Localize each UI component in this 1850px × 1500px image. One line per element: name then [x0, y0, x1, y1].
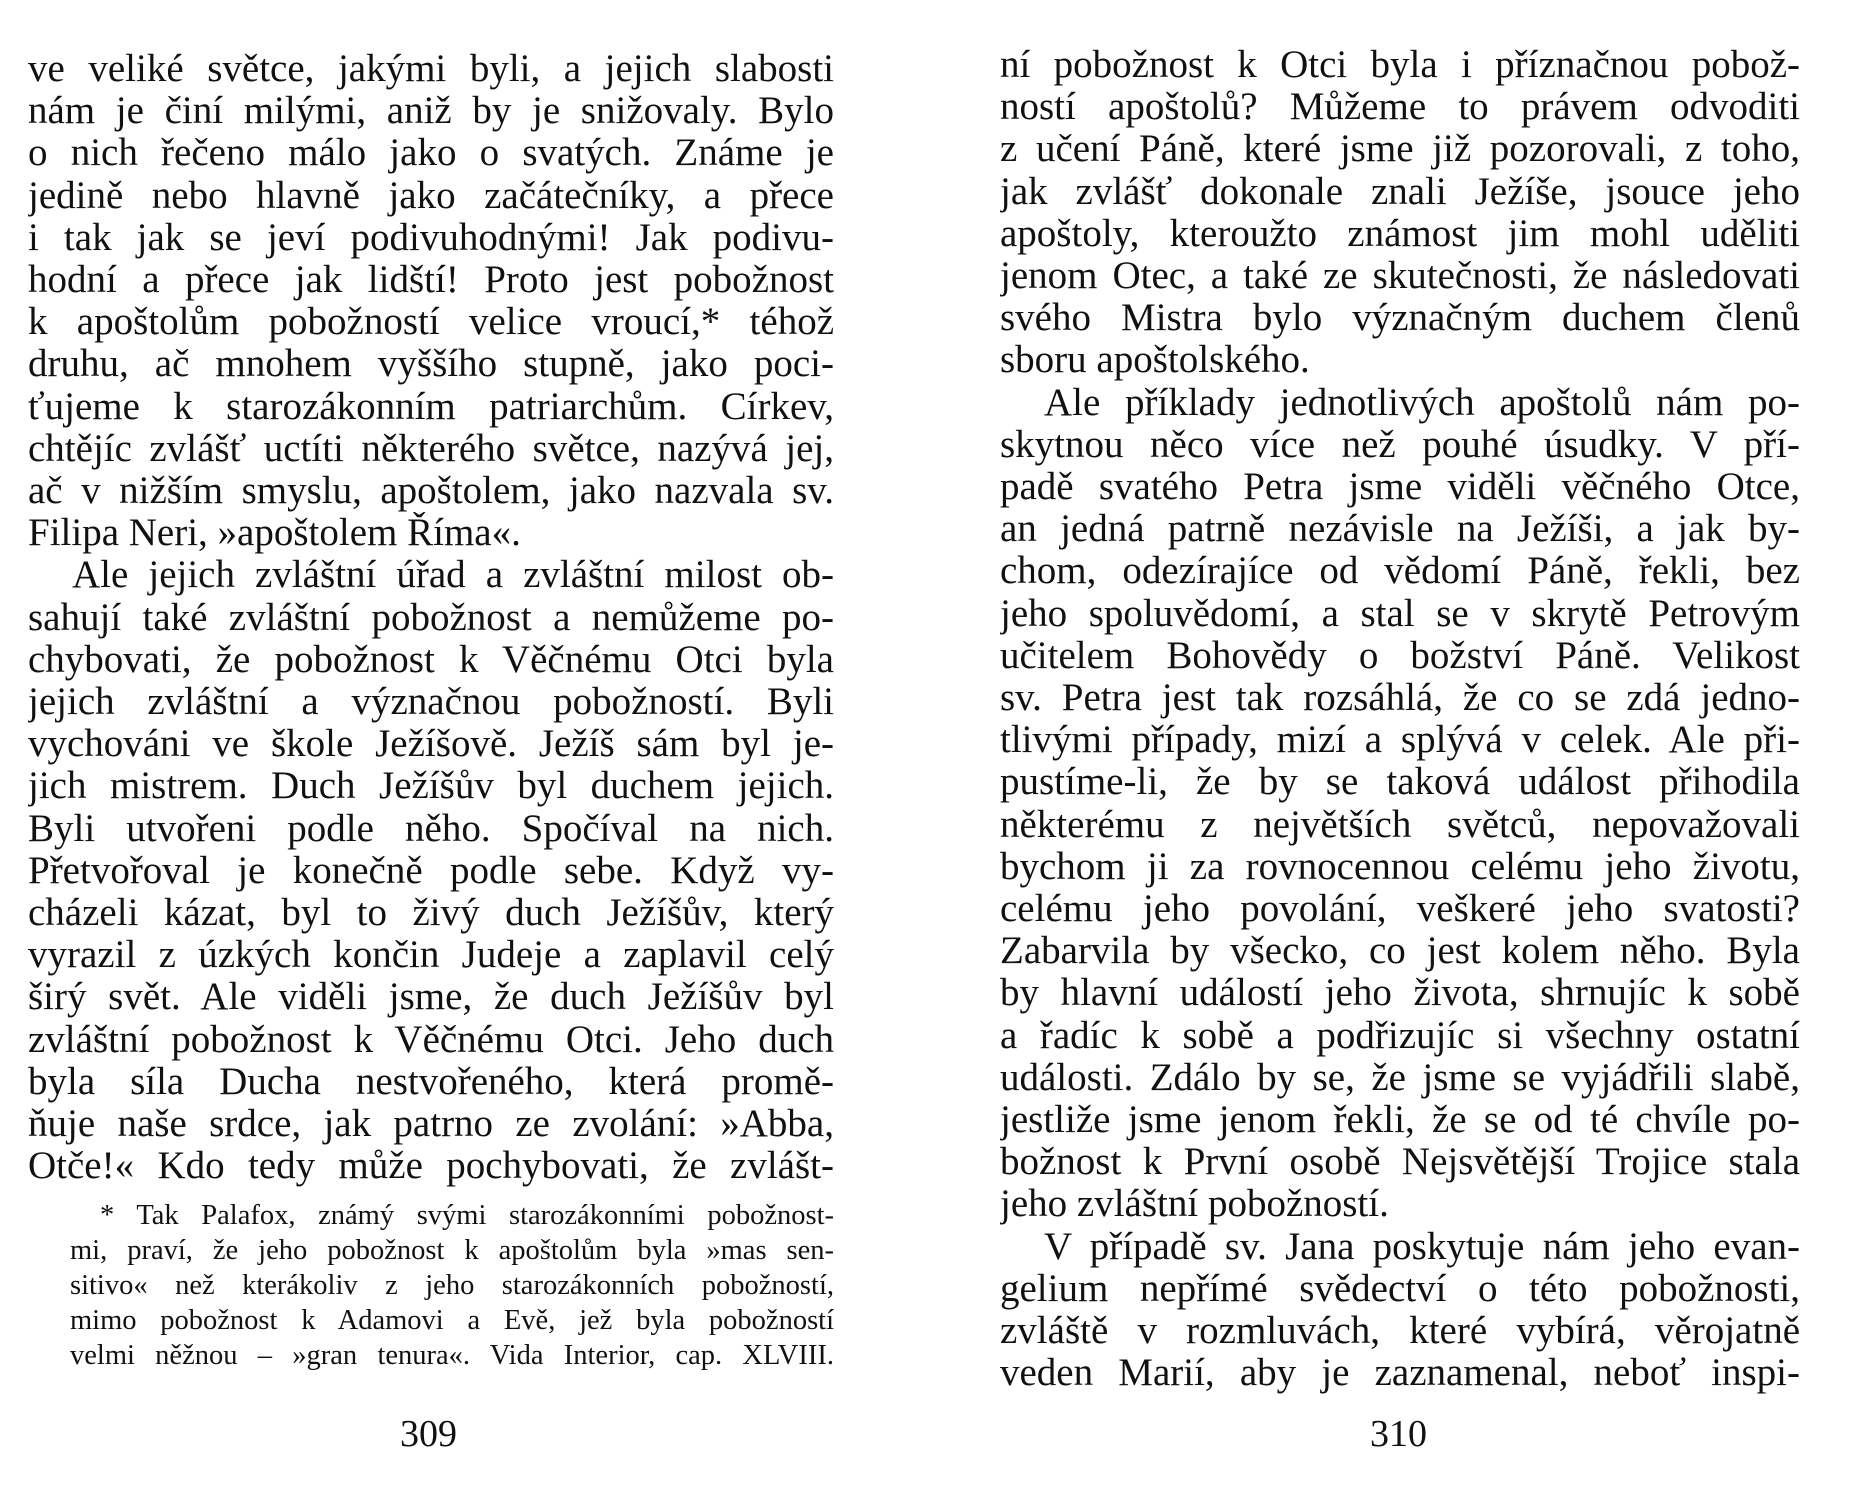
text-line: apoštoly, kteroužto známost jim mohl uděliti [1000, 212, 1800, 255]
text-line: Byli utvořeni podle něho. Spočíval na nich. [28, 807, 834, 850]
text-line: události. Zdálo by se, že jsme se vyjádřili slabě, [1000, 1056, 1800, 1099]
text-line: širý svět. Ale viděli jsme, že duch Ježíšův byl [28, 976, 834, 1019]
footnote-line: mi, praví, že jeho pobožnost k apoštolům byla »mas sen- [70, 1235, 834, 1266]
footnote-line: sitivo« než kterákoliv z jeho starozákonních pobožností, [70, 1270, 834, 1301]
text-line: Otče!« Kdo tedy může pochybovati, že zvlášt- [28, 1145, 834, 1188]
text-line: i tak jak se jeví podivuhodnými! Jak podivu- [28, 216, 834, 259]
text-line: jejich zvláštní a význačnou pobožností. Byli [28, 681, 834, 724]
text-line: veden Marií, aby je zaznamenal, neboť inspi- [1000, 1352, 1800, 1395]
text-line: bychom ji za rovnocennou celému jeho životu, [1000, 845, 1800, 888]
text-line: vyrazil z úzkých končin Judeje a zaplavil celý [28, 934, 834, 977]
text-line: jenom Otec, a také ze skutečnosti, že následovati [1000, 255, 1800, 298]
text-line: jich mistrem. Duch Ježíšův byl duchem jejich. [28, 765, 834, 808]
right-page-text [1000, 44, 1800, 1395]
text-line: Ale jejich zvláštní úřad a zvláštní milost ob- [72, 554, 834, 597]
text-line: an jedná patrně nezávisle na Ježíši, a jak by- [1000, 508, 1800, 551]
text-line: by hlavní událostí jeho života, shrnujíc k sobě [1000, 972, 1800, 1015]
page-number: 309 [400, 1413, 457, 1455]
text-line: chtějíc zvlášť uctíti některého světce, nazývá jej, [28, 427, 834, 470]
text-line: ností apoštolů? Můžeme to právem odvoditi [1000, 86, 1800, 129]
text-line: Filipa Neri, »apoštolem Říma«. [28, 512, 521, 555]
text-line: sv. Petra jest tak rozsáhlá, že co se zdá jedno- [1000, 677, 1800, 720]
text-line: jeho zvláštní pobožností. [1000, 1183, 1389, 1226]
text-line: vychováni ve škole Ježíšově. Ježíš sám byl je- [28, 723, 834, 766]
text-line: ač v nižším smyslu, apoštolem, jako nazvala sv. [28, 470, 834, 513]
text-line: zvláštní pobožnost k Věčnému Otci. Jeho duch [28, 1018, 834, 1061]
text-line: Ale příklady jednotlivých apoštolů nám po- [1044, 381, 1800, 424]
text-line: zvláště v rozmluvách, které vybírá, věrojatně [1000, 1310, 1800, 1353]
footnote-line: * Tak Palafox, známý svými starozákonními pobožnost- [100, 1200, 834, 1231]
right-page [1000, 0, 1800, 1500]
text-line: pustíme-li, že by se taková událost přihodila [1000, 761, 1800, 804]
text-line: ňuje naše srdce, jak patrno ze zvolání: »Abba, [28, 1103, 834, 1146]
text-line: sahují také zvláštní pobožnost a nemůžeme po- [28, 596, 834, 639]
left-page [28, 0, 834, 1500]
text-line: jestliže jsme jenom řekli, že se od té chvíle po- [1000, 1099, 1800, 1142]
left-page-text [28, 48, 834, 1187]
text-line: gelium nepřímé svědectví o této pobožnosti, [1000, 1267, 1800, 1310]
text-line: nám je činí milými, aniž by je snižovaly. Bylo [28, 90, 834, 133]
text-line: svého Mistra bylo význačným duchem členů [1000, 297, 1800, 340]
text-line: druhu, ač mnohem vyššího stupně, jako poci- [28, 343, 834, 386]
text-line: ve veliké světce, jakými byli, a jejich slabosti [28, 48, 834, 90]
text-line: učitelem Bohovědy o božství Páně. Velikost [1000, 634, 1800, 677]
page-number: 310 [1370, 1413, 1427, 1455]
text-line: Zabarvila by všecko, co jest kolem něho. Byla [1000, 930, 1800, 973]
text-line: cházeli kázat, byl to živý duch Ježíšův, který [28, 892, 834, 935]
footnote-line: mimo pobožnost k Adamovi a Evě, jež byla pobožností [70, 1305, 834, 1336]
text-line: jeho spoluvědomí, a stal se v skrytě Petrovým [1000, 592, 1800, 635]
text-line: skytnou něco více než pouhé úsudky. V pří- [1000, 423, 1800, 466]
text-line: chybovati, že pobožnost k Věčnému Otci byla [28, 638, 834, 681]
text-line: jak zvlášť dokonale znali Ježíše, jsouce jeho [1000, 170, 1800, 213]
text-line: celému jeho povolání, veškeré jeho svatosti? [1000, 888, 1800, 931]
text-line: a řadíc k sobě a podřizujíc si všechny ostatní [1000, 1014, 1800, 1057]
text-line: sboru apoštolského. [1000, 339, 1310, 382]
text-line: k apoštolům pobožností velice vroucí,* téhož [28, 301, 834, 344]
text-line: o nich řečeno málo jako o svatých. Známe je [28, 132, 834, 175]
text-line: z učení Páně, které jsme již pozorovali, z toho, [1000, 128, 1800, 171]
text-line: padě svatého Petra jsme viděli věčného Otce, [1000, 466, 1800, 509]
text-line: božnost k První osobě Nejsvětější Trojice stala [1000, 1141, 1800, 1184]
text-line: byla síla Ducha nestvořeného, která promě- [28, 1060, 834, 1103]
text-line: některému z největších světců, nepovažovali [1000, 803, 1800, 846]
footnote-line: velmi něžnou – »gran tenura«. Vida Interior, cap. XLVIII. [70, 1340, 834, 1371]
text-line: ní pobožnost k Otci byla i příznačnou pobož- [1000, 44, 1800, 86]
text-line: chom, odezírajíce od vědomí Páně, řekli, bez [1000, 550, 1800, 593]
text-line: jedině nebo hlavně jako začátečníky, a přece [28, 174, 834, 217]
footnote [70, 1198, 834, 1373]
text-line: hodní a přece jak lidští! Proto jest pobožnost [28, 259, 834, 302]
text-line: ťujeme k starozákonním patriarchům. Církev, [28, 385, 834, 428]
text-line: Přetvořoval je konečně podle sebe. Když vy- [28, 849, 834, 892]
text-line: V případě sv. Jana poskytuje nám jeho evan- [1044, 1225, 1800, 1268]
text-line: tlivými případy, mizí a splývá v celek. Ale při- [1000, 719, 1800, 762]
